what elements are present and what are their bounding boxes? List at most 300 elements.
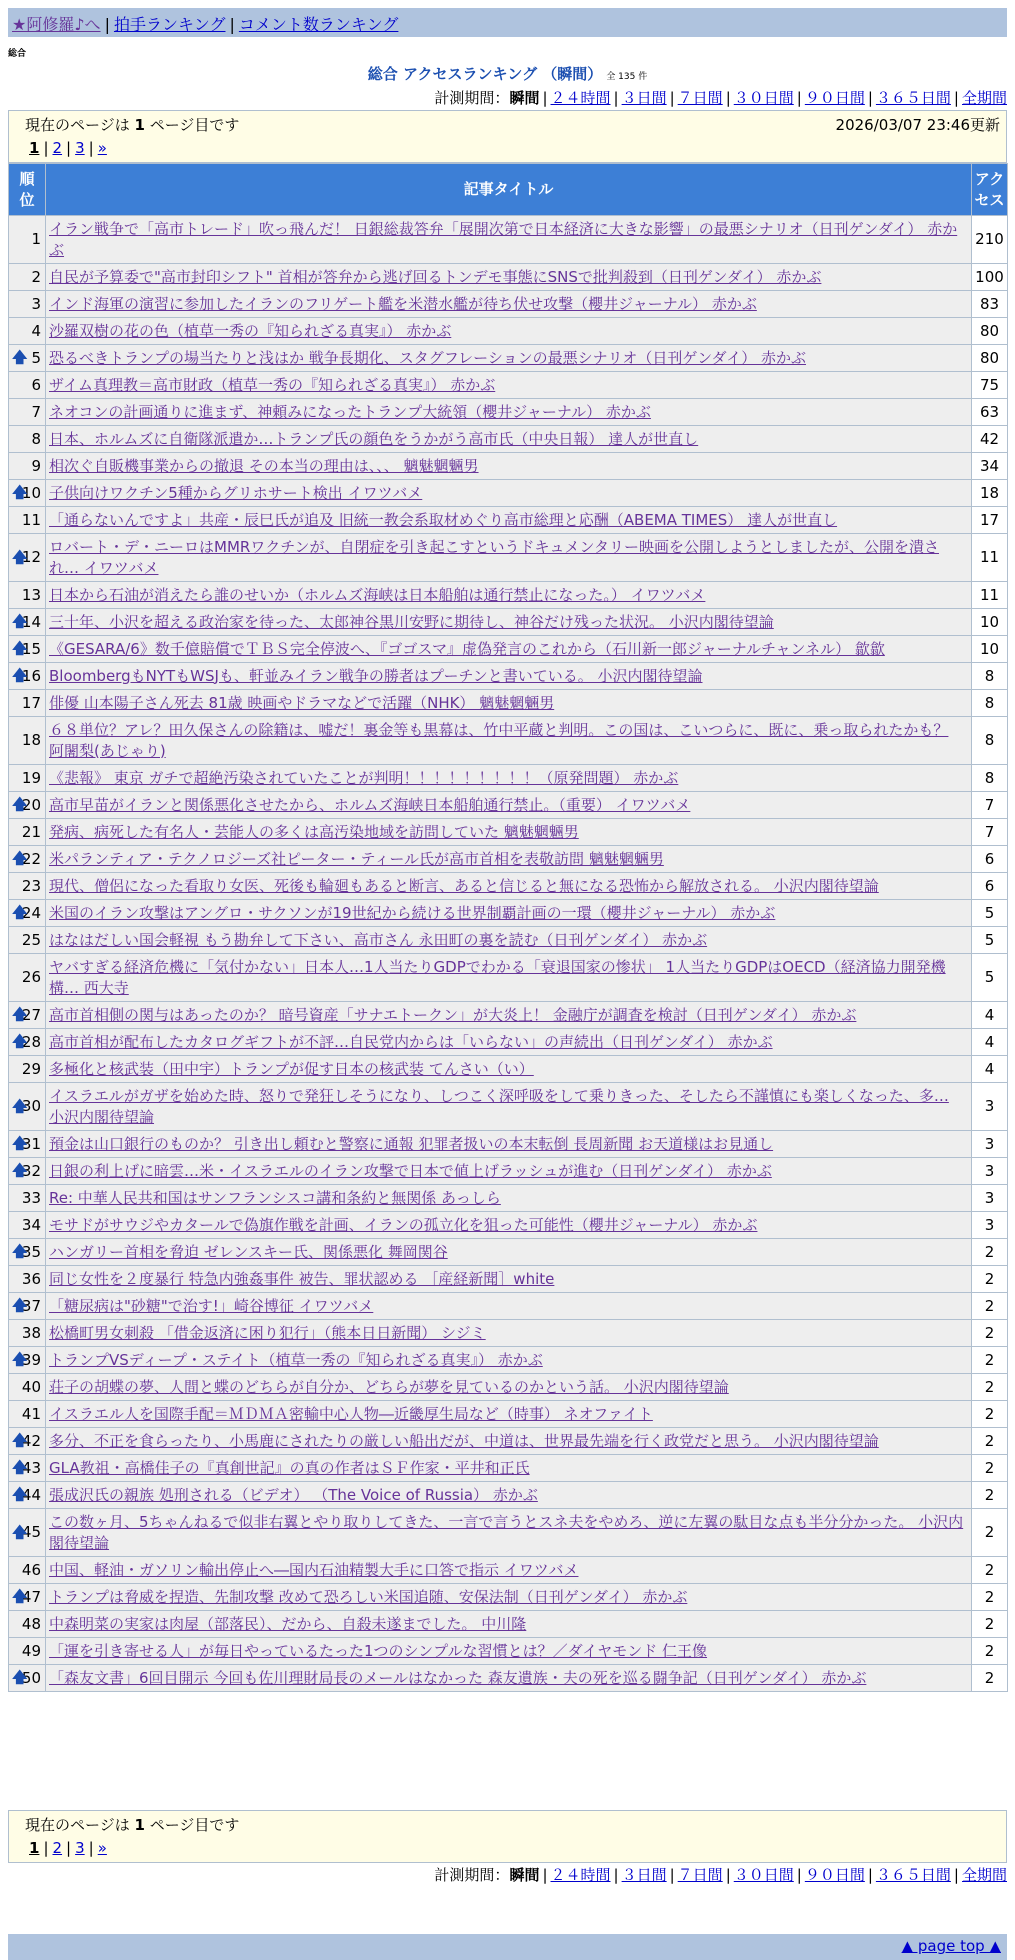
ranking-row: [9, 399, 1008, 426]
up-arrow-icon: [12, 640, 27, 656]
ranking-row: [9, 216, 1008, 264]
period-link[interactable]: ２４時間: [550, 1866, 611, 1884]
access-count: 7: [972, 792, 1008, 819]
up-arrow-icon: [12, 1486, 27, 1502]
title-cell: [46, 318, 972, 345]
title-cell: [46, 873, 972, 900]
separator: |: [613, 89, 619, 107]
title-cell: [46, 1455, 972, 1482]
article-link[interactable]: 自民が予算委で"高市封印シフト" 首相が答弁から逃げ回るトンデモ事態にSNSで批判殺到（日刊ゲンダイ） 赤かぶ: [49, 267, 822, 286]
page-title: [0, 63, 1015, 84]
rank-number: 44: [21, 1485, 41, 1504]
access-count: 2: [972, 1293, 1008, 1320]
header-rank: 順位: [9, 164, 46, 216]
period-link[interactable]: ３０日間: [733, 1866, 794, 1884]
rank-number: 49: [21, 1641, 41, 1660]
up-arrow-icon: [12, 1243, 27, 1259]
period-link[interactable]: ３日間: [621, 1866, 667, 1884]
access-count: 5: [972, 927, 1008, 954]
article-link[interactable]: インド海軍の演習に参加したイランのフリゲート艦を米潜水艦が待ち伏せ攻撃（櫻井ジャーナル） 赤かぶ: [49, 294, 757, 313]
article-link[interactable]: 三十年、小沢を超える政治家を待った、太郎神谷黒川安野に期待し、神谷だけ残った状況。 小沢内閣待望論: [49, 612, 774, 631]
title-cell: [46, 1293, 972, 1320]
article-link[interactable]: 荘子の胡蝶の夢、人間と蝶のどちらが自分か、どちらが夢を見ているのかという話。 小沢内閣待望論: [49, 1377, 729, 1396]
article-link[interactable]: 《GESARA/6》数千億賠償でＴＢＳ完全停波へ、『ゴゴスマ』虚偽発言のこれから（石川新一郎ジャーナルチャンネル） 歙歙: [49, 639, 885, 658]
access-count: 18: [972, 480, 1008, 507]
page-link-current[interactable]: 1: [29, 1839, 40, 1857]
title-cell: [46, 1185, 972, 1212]
access-count: 5: [972, 900, 1008, 927]
up-arrow-icon: [12, 1588, 27, 1604]
page-link[interactable]: »: [97, 139, 107, 157]
access-count: 2: [972, 1266, 1008, 1293]
rank-number: 38: [21, 1323, 41, 1342]
access-count: 2: [972, 1374, 1008, 1401]
rank-number: 4: [31, 321, 41, 340]
title-cell: [46, 216, 972, 264]
rank-cell: [9, 873, 46, 900]
access-count: 34: [972, 453, 1008, 480]
clap-ranking-link[interactable]: 拍手ランキング: [113, 15, 226, 34]
rank-cell: [9, 1584, 46, 1611]
access-count: 2: [972, 1509, 1008, 1557]
access-count: 5: [972, 954, 1008, 1002]
comment-ranking-link[interactable]: コメント数ランキング: [238, 15, 399, 34]
access-count: 4: [972, 1056, 1008, 1083]
rank-number: 26: [21, 968, 41, 986]
title-cell: [46, 927, 972, 954]
title-cell: [46, 426, 972, 453]
period-link[interactable]: ３６５日間: [875, 1866, 951, 1884]
article-link[interactable]: 子供向けワクチン5種からグリホサート検出 イワツバメ: [49, 483, 423, 502]
up-arrow-icon: [12, 667, 27, 683]
title-cell: [46, 609, 972, 636]
separator: |: [66, 139, 72, 157]
rank-cell: [9, 636, 46, 663]
rank-cell: [9, 318, 46, 345]
ranking-row: [9, 1158, 1008, 1185]
rank-number: 14: [21, 612, 41, 631]
period-link[interactable]: 全期間: [961, 89, 1007, 107]
period-link[interactable]: ９０日間: [804, 89, 865, 107]
ranking-row: [9, 663, 1008, 690]
rank-cell: [9, 1029, 46, 1056]
access-count: 6: [972, 873, 1008, 900]
rank-number: 17: [21, 693, 41, 712]
ranking-row: [9, 846, 1008, 873]
separator: |: [867, 1866, 873, 1884]
ranking-row: [9, 1509, 1008, 1557]
rank-cell: [9, 1665, 46, 1692]
ranking-row: [9, 873, 1008, 900]
access-count: 11: [972, 534, 1008, 582]
current-page-number: 1: [134, 1816, 145, 1834]
rank-cell: [9, 216, 46, 264]
title-cell: [46, 1347, 972, 1374]
rank-number: 25: [21, 930, 41, 949]
access-count: 2: [972, 1239, 1008, 1266]
page-info-bottom: [8, 1810, 1007, 1863]
title-cell: [46, 1665, 972, 1692]
rank-number: 10: [21, 483, 41, 502]
separator: |: [542, 89, 548, 107]
title-cell: [46, 846, 972, 873]
up-arrow-icon: [12, 1351, 27, 1367]
title-cell: [46, 1428, 972, 1455]
title-cell: [46, 1083, 972, 1131]
separator: |: [88, 1839, 94, 1857]
article-link[interactable]: 現代、僧侶になった看取り女医、死後も輪廻もあると断言、あると信じると無になる恐怖から解放される。 小沢内閣待望論: [49, 876, 879, 895]
article-link[interactable]: ロバート・デ・ニーロはMMRワクチンが、自閉症を引き起こすというドキュメンタリー映画を公開しようとしましたが、公開を潰され… イワツバメ: [49, 537, 939, 577]
article-link[interactable]: モサドがサウジやカタールで偽旗作戦を計画、イランの孤立化を狙った可能性（櫻井ジャーナル） 赤かぶ: [49, 1215, 758, 1234]
article-link[interactable]: 同じ女性を２度暴行 特急内強姦事件 被告、罪状認める ［産経新聞］white: [49, 1269, 555, 1288]
article-link[interactable]: 米国のイラン攻撃はアングロ・サクソンが19世紀から続ける世界制覇計画の一環（櫻井ジャーナル） 赤かぶ: [49, 903, 776, 922]
title-cell: [46, 399, 972, 426]
ranking-row: [9, 1638, 1008, 1665]
rank-number: 37: [21, 1296, 41, 1315]
article-link[interactable]: 日銀の利上げに暗雲…米・イスラエルのイラン攻撃で日本で値上げラッシュが進む（日刊ゲンダイ） 赤かぶ: [49, 1161, 772, 1180]
rank-cell: [9, 480, 46, 507]
up-arrow-icon: [12, 850, 27, 866]
title-cell: [46, 1029, 972, 1056]
article-link[interactable]: イラン戦争で「高市トレード」吹っ飛んだ！ 日銀総裁答弁「展開次第で日本経済に大きな影響」の最悪シナリオ（日刊ゲンダイ） 赤かぶ: [49, 219, 958, 259]
article-link[interactable]: 「糖尿病は"砂糖"で治す!」崎谷博征 イワツバメ: [49, 1296, 374, 1315]
period-label: 計測期間：: [434, 1866, 510, 1884]
rank-cell: [9, 1638, 46, 1665]
separator: |: [88, 139, 94, 157]
total-count: 全 135 件: [606, 72, 648, 82]
up-arrow-icon: [12, 1135, 27, 1151]
ranking-row: [9, 1557, 1008, 1584]
period-label: 計測期間：: [434, 89, 510, 107]
article-link[interactable]: ハンガリー首相を脅迫 ゼレンスキー氏、関係悪化 舞岡関谷: [49, 1242, 448, 1261]
rank-number: 40: [21, 1377, 41, 1396]
rank-number: 39: [21, 1350, 41, 1369]
rank-number: 21: [21, 822, 41, 841]
article-link[interactable]: 高市首相側の関与はあったのか？ 暗号資産「サナエトークン」が大炎上！ 金融庁が調査を検討（日刊ゲンダイ） 赤かぶ: [49, 1005, 857, 1024]
rank-number: 13: [21, 585, 41, 604]
rank-number: 36: [21, 1269, 41, 1288]
title-cell: [46, 636, 972, 663]
up-arrow-icon: [12, 1432, 27, 1448]
access-count: 2: [972, 1428, 1008, 1455]
rank-cell: [9, 1482, 46, 1509]
rank-number: 27: [21, 1005, 41, 1024]
article-link[interactable]: トランプは脅威を捏造、先制攻撃 改めて恐ろしい米国追随、安保法制（日刊ゲンダイ） 赤かぶ: [49, 1587, 688, 1606]
rank-cell: [9, 1293, 46, 1320]
rank-cell: [9, 291, 46, 318]
access-count: 10: [972, 609, 1008, 636]
article-link[interactable]: 日本、ホルムズに自衛隊派遣か…トランプ氏の顔色をうかがう高市氏（中央日報） 達人が世直し: [49, 429, 699, 448]
page-top-link[interactable]: ▲ page top ▲: [901, 1937, 1001, 1955]
article-link[interactable]: トランプVSディープ・ステイト（植草一秀の『知られざる真実』） 赤かぶ: [49, 1350, 543, 1369]
title-cell: [46, 1131, 972, 1158]
title-cell: [46, 819, 972, 846]
rank-number: 30: [21, 1097, 41, 1115]
up-arrow-icon: [12, 1669, 27, 1685]
ranking-row: [9, 717, 1008, 765]
rank-cell: [9, 534, 46, 582]
rank-cell: [9, 1401, 46, 1428]
rank-cell: [9, 1509, 46, 1557]
article-link[interactable]: ヤバすぎる経済危機に「気付かない」日本人…1人当たりGDPでわかる「衰退国家の惨状」 1人当たりGDPはOECD（経済協力開発機構… 西大寺: [49, 957, 946, 997]
rank-number: 28: [21, 1032, 41, 1051]
article-link[interactable]: 張成沢氏の親族 処刑される（ビデオ） （The Voice of Russia） 赤かぶ: [49, 1485, 538, 1504]
title-cell: [46, 1509, 972, 1557]
ranking-row: [9, 1401, 1008, 1428]
rank-cell: [9, 399, 46, 426]
article-link[interactable]: GLA教祖・高橋佳子の『真創世記』の真の作者はＳＦ作家・平井和正氏: [49, 1458, 530, 1477]
title-cell: [46, 1320, 972, 1347]
separator: |: [43, 139, 49, 157]
rank-number: 5: [31, 348, 41, 367]
pagination: [29, 139, 996, 157]
article-link[interactable]: 中国、軽油・ガソリン輸出停止へ―国内石油精製大手に口答で指示 イワツバメ: [49, 1560, 579, 1579]
access-count: 3: [972, 1185, 1008, 1212]
rank-cell: [9, 792, 46, 819]
rank-number: 33: [21, 1188, 41, 1207]
ranking-row: [9, 609, 1008, 636]
separator: |: [796, 1866, 802, 1884]
rank-cell: [9, 765, 46, 792]
page-link[interactable]: 2: [52, 1839, 63, 1857]
access-count: 2: [972, 1455, 1008, 1482]
pagination: [29, 1839, 996, 1857]
title-cell: [46, 534, 972, 582]
rank-number: 23: [21, 876, 41, 895]
article-link[interactable]: 「運を引き寄せる人」が毎日やっているたった1つのシンプルな習慣とは？／ダイヤモンド 仁王像: [49, 1641, 708, 1660]
rank-number: 15: [21, 639, 41, 658]
rank-number: 34: [21, 1215, 41, 1234]
article-link[interactable]: 多分、不正を食らったり、小馬鹿にされたりの厳しい船出だが、中道は、世界最先端を行く政党だと思う。 小沢内閣待望論: [49, 1431, 879, 1450]
table-header-row: [9, 164, 1008, 216]
up-arrow-icon: [12, 1297, 27, 1313]
title-cell: [46, 264, 972, 291]
rank-number: 1: [31, 230, 41, 248]
ranking-row: [9, 1347, 1008, 1374]
access-count: 8: [972, 765, 1008, 792]
period-link[interactable]: ３０日間: [733, 89, 794, 107]
period-link[interactable]: 全期間: [961, 1866, 1007, 1884]
article-link[interactable]: この数ヶ月、5ちゃんねるで似非右翼とやり取りしてきた、一言で言うとスネ夫をやめろ、逆に左翼の駄目な点も半分分かった。 小沢内閣待望論: [49, 1512, 964, 1552]
period-current: 瞬間: [509, 1866, 540, 1884]
title-cell: [46, 1158, 972, 1185]
ranking-row: [9, 318, 1008, 345]
ranking-row: [9, 1374, 1008, 1401]
title-cell: [46, 345, 972, 372]
page-info-top: [8, 110, 1007, 163]
title-cell: [46, 717, 972, 765]
article-link[interactable]: 高市首相が配布したカタログギフトが不評…自民党内からは「いらない」の声続出（日刊ゲンダイ） 赤かぶ: [49, 1032, 773, 1051]
ranking-row: [9, 1131, 1008, 1158]
article-link[interactable]: イスラエルがガザを始めた時、怒りで発狂しそうになり、しつこく深呼吸をして乗りきった、そしたら不謹慎にも楽しくなった、多… 小沢内閣待望論: [49, 1086, 949, 1126]
access-count: 210: [972, 216, 1008, 264]
article-link[interactable]: 相次ぐ自販機事業からの撤退 その本当の理由は、、、 魑魅魍魎男: [49, 456, 479, 475]
page-link-current[interactable]: 1: [29, 139, 40, 157]
title-cell: [46, 1266, 972, 1293]
access-count: 3: [972, 1158, 1008, 1185]
up-arrow-icon: [12, 904, 27, 920]
article-link[interactable]: 恐るべきトランプの場当たりと浅はか 戦争長期化、スタグフレーションの最悪シナリオ（日刊ゲンダイ） 赤かぶ: [49, 348, 806, 367]
access-count: 8: [972, 663, 1008, 690]
access-count: 83: [972, 291, 1008, 318]
page-link[interactable]: 2: [52, 139, 63, 157]
up-arrow-icon: [12, 549, 27, 565]
separator: |: [542, 1866, 548, 1884]
rank-cell: [9, 1374, 46, 1401]
article-link[interactable]: 俳優 山本陽子さん死去 81歳 映画やドラマなどで活躍（NHK） 魑魅魍魎男: [49, 693, 555, 712]
title-cell: [46, 765, 972, 792]
ranking-row: [9, 1029, 1008, 1056]
period-link[interactable]: ２４時間: [550, 89, 611, 107]
period-link[interactable]: ７日間: [677, 89, 723, 107]
rank-cell: [9, 1056, 46, 1083]
ranking-row: [9, 1239, 1008, 1266]
access-count: 2: [972, 1584, 1008, 1611]
separator: |: [725, 1866, 731, 1884]
ranking-row: [9, 1083, 1008, 1131]
period-link[interactable]: ３６５日間: [875, 89, 951, 107]
access-count: 7: [972, 819, 1008, 846]
title-cell: [46, 1584, 972, 1611]
title-cell: [46, 663, 972, 690]
title-cell: [46, 1239, 972, 1266]
access-count: 11: [972, 582, 1008, 609]
separator: |: [867, 89, 873, 107]
rank-cell: [9, 264, 46, 291]
article-link[interactable]: Re: 中華人民共和国はサンフランシスコ講和条約と無関係 あっしら: [49, 1188, 501, 1207]
up-arrow-icon: [12, 349, 27, 365]
rank-cell: [9, 453, 46, 480]
rank-cell: [9, 507, 46, 534]
separator: |: [613, 1866, 619, 1884]
rank-number: 42: [21, 1431, 41, 1450]
article-link[interactable]: 高市早苗がイランと関係悪化させたから、ホルムズ海峡日本船舶通行禁止。（重要） イワツバメ: [49, 795, 691, 814]
access-count: 2: [972, 1611, 1008, 1638]
ranking-row: [9, 345, 1008, 372]
rank-number: 32: [21, 1161, 41, 1180]
article-link[interactable]: ネオコンの計画通りに進まず、神頼みになったトランプ大統領（櫻井ジャーナル） 赤かぶ: [49, 402, 651, 421]
rank-cell: [9, 1428, 46, 1455]
title-cell: [46, 507, 972, 534]
page-link[interactable]: 3: [75, 139, 85, 157]
ranking-row: [9, 372, 1008, 399]
ranking-row: [9, 1002, 1008, 1029]
up-arrow-icon: [12, 1033, 27, 1049]
rank-number: 50: [21, 1668, 41, 1687]
rank-cell: [9, 900, 46, 927]
rank-number: 22: [21, 849, 41, 868]
article-link[interactable]: 米パランティア・テクノロジーズ社ピーター・ティール氏が高市首相を表敬訪問 魑魅魍魎男: [49, 849, 664, 868]
access-count: 100: [972, 264, 1008, 291]
article-link[interactable]: BloombergもNYTもWSJも、軒並みイラン戦争の勝者はプーチンと書いている。 小沢内閣待望論: [49, 666, 703, 685]
article-link[interactable]: イスラエル人を国際手配＝ＭＤＭＡ密輸中心人物―近畿厚生局など（時事） ネオファイト: [49, 1404, 653, 1423]
access-count: 2: [972, 1665, 1008, 1692]
rank-cell: [9, 372, 46, 399]
up-arrow-icon: [12, 796, 27, 812]
rank-cell: [9, 1320, 46, 1347]
article-link[interactable]: 日本から石油が消えたら誰のせいか（ホルムズ海峡は日本船舶は通行禁止になった。） イワツバメ: [49, 585, 706, 604]
ranking-row: [9, 480, 1008, 507]
page-link[interactable]: 3: [75, 1839, 85, 1857]
title-cell: [46, 1557, 972, 1584]
ranking-row: [9, 927, 1008, 954]
article-link[interactable]: はなはだしい国会軽視 もう勘弁して下さい、高市さん 永田町の裏を読む（日刊ゲンダイ） 赤かぶ: [49, 930, 708, 949]
rank-cell: [9, 663, 46, 690]
page-link[interactable]: »: [97, 1839, 107, 1857]
access-count: 75: [972, 372, 1008, 399]
ranking-row: [9, 1584, 1008, 1611]
rank-cell: [9, 345, 46, 372]
ranking-row: [9, 426, 1008, 453]
rank-number: 19: [21, 768, 41, 787]
separator: |: [796, 89, 802, 107]
separator: |: [725, 89, 731, 107]
rank-number: 18: [21, 731, 41, 749]
rank-number: 9: [31, 456, 41, 475]
ranking-row: [9, 636, 1008, 663]
access-count: 8: [972, 690, 1008, 717]
rank-number: 47: [21, 1587, 41, 1606]
up-arrow-icon: [12, 613, 27, 629]
period-current: 瞬間: [509, 89, 540, 107]
separator: |: [669, 1866, 675, 1884]
rank-cell: [9, 1611, 46, 1638]
access-count: 17: [972, 507, 1008, 534]
access-count: 3: [972, 1083, 1008, 1131]
period-link[interactable]: ９０日間: [804, 1866, 865, 1884]
up-arrow-icon: [12, 1524, 27, 1540]
article-link[interactable]: 「通らないんですよ」共産・辰巳氏が追及 旧統一教会系取材めぐり高市総理と応酬（ABEMA TIMES） 達人が世直し: [49, 510, 838, 529]
access-count: 2: [972, 1557, 1008, 1584]
article-link[interactable]: 多極化と核武装（田中宇）トランプが促す日本の核武装 てんさい（い）: [49, 1059, 534, 1078]
rank-cell: [9, 1212, 46, 1239]
ranking-row: [9, 819, 1008, 846]
article-link[interactable]: 《悲報》 東京 ガチで超絶汚染されていたことが判明！！！！！！！！！（原発問題） 赤かぶ: [49, 768, 679, 787]
article-link[interactable]: 「森友文書」6回目開示 今回も佐川理財局長のメールはなかった 森友遺族・夫の死を巡る闘争記（日刊ゲンダイ） 赤かぶ: [49, 1668, 867, 1687]
period-link[interactable]: ３日間: [621, 89, 667, 107]
up-arrow-icon: [12, 1162, 27, 1178]
article-link[interactable]: ６８単位？アレ？田久保さんの除籍は、嘘だ！裏金等も黒幕は、竹中平蔵と判明。この国は、こいつらに、既に、乗っ取られたかも？ 阿闍梨(あじゃり): [49, 720, 949, 760]
rank-cell: [9, 1455, 46, 1482]
access-count: 2: [972, 1401, 1008, 1428]
rank-cell: [9, 1158, 46, 1185]
article-link[interactable]: 松橋町男女刺殺 「借金返済に困り犯行」（熊本日日新聞） シジミ: [49, 1323, 486, 1342]
ranking-row: [9, 1482, 1008, 1509]
period-link[interactable]: ７日間: [677, 1866, 723, 1884]
ranking-row: [9, 690, 1008, 717]
ranking-row: [9, 1665, 1008, 1692]
rank-cell: [9, 1239, 46, 1266]
rank-cell: [9, 1002, 46, 1029]
article-link[interactable]: 中森明菜の実家は肉屋（部落民）、だから、自殺未遂までした。 中川隆: [49, 1614, 527, 1633]
ranking-row: [9, 1455, 1008, 1482]
ranking-row: [9, 507, 1008, 534]
rank-number: 6: [31, 375, 41, 394]
home-link[interactable]: ★阿修羅♪へ: [12, 15, 101, 34]
article-link[interactable]: 発病、病死した有名人・芸能人の多くは高汚染地域を訪問していた 魑魅魍魎男: [49, 822, 579, 841]
header-access: アクセス: [972, 164, 1008, 216]
article-link[interactable]: ザイム真理教＝高市財政（植草一秀の『知られざる真実』） 赤かぶ: [49, 375, 496, 394]
access-count: 4: [972, 1029, 1008, 1056]
ranking-row: [9, 954, 1008, 1002]
rank-cell: [9, 846, 46, 873]
separator: |: [669, 89, 675, 107]
rank-number: 43: [21, 1458, 41, 1477]
rank-cell: [9, 954, 46, 1002]
article-link[interactable]: 沙羅双樹の花の色（植草一秀の『知られざる真実』） 赤かぶ: [49, 321, 452, 340]
article-link[interactable]: 預金は山口銀行のものか？ 引き出し頼むと警察に通報 犯罪者扱いの本末転倒 長周新聞 お天道様はお見通し: [49, 1134, 774, 1153]
ranking-row: [9, 900, 1008, 927]
